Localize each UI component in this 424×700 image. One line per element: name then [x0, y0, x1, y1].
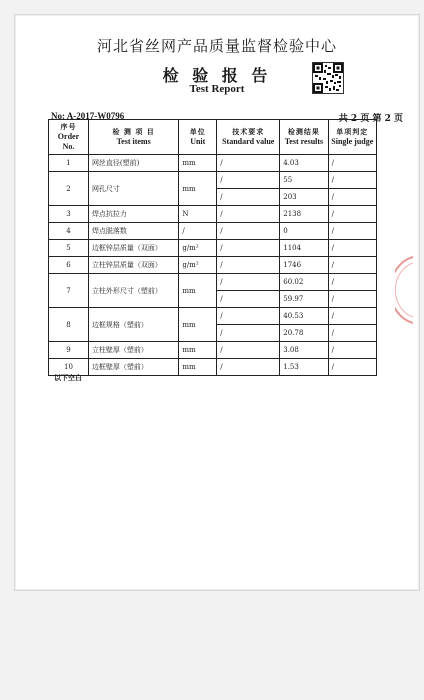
standard-value-cell: /: [217, 308, 280, 325]
single-judge-cell: /: [328, 308, 376, 325]
column-header-results: 检测结果 Test results: [280, 120, 328, 155]
end-of-report-note: 以下空白: [54, 373, 82, 382]
test-result-cell: 1104: [280, 240, 328, 257]
table-row: [49, 359, 377, 376]
single-judge-cell: /: [328, 342, 376, 359]
order-number-cell: 5: [49, 240, 89, 257]
test-item-cell: 网孔尺寸: [88, 172, 178, 206]
order-number-cell: 6: [49, 257, 89, 274]
column-header-order: 序号 Order No.: [49, 120, 89, 155]
test-item-cell: 焊点抗拉力: [88, 206, 178, 223]
test-result-cell: 20.78: [280, 325, 328, 342]
single-judge-cell: /: [328, 257, 376, 274]
order-number-cell: 8: [49, 308, 89, 342]
column-header-test-items: 检 测 项 目 Test items: [88, 120, 178, 155]
column-header-unit: 单位 Unit: [179, 120, 217, 155]
order-number-cell: 3: [49, 206, 89, 223]
test-result-cell: 59.97: [280, 291, 328, 308]
single-judge-cell: /: [328, 240, 376, 257]
test-result-cell: 203: [280, 189, 328, 206]
table-row: [49, 240, 377, 257]
unit-cell: mm: [179, 155, 217, 172]
page-indicator: 共 2 页 第 2 页: [338, 114, 403, 124]
unit-cell: mm: [179, 359, 217, 376]
report-page: [14, 14, 420, 591]
test-result-cell: 4.03: [280, 155, 328, 172]
document-number: No: A-2017-W0796: [51, 111, 125, 121]
single-judge-cell: /: [328, 291, 376, 308]
test-result-cell: 55: [280, 172, 328, 189]
report-title-en: Test Report: [189, 83, 245, 95]
test-item-cell: 立柱锌层质量（双面）: [88, 257, 178, 274]
standard-value-cell: /: [217, 206, 280, 223]
test-item-cell: 边框规格（塑前）: [88, 308, 178, 342]
standard-value-cell: /: [217, 223, 280, 240]
results-table: [48, 119, 377, 376]
order-number-cell: 1: [49, 155, 89, 172]
standard-value-cell: /: [217, 257, 280, 274]
order-number-cell: 7: [49, 274, 89, 308]
test-result-cell: 2138: [280, 206, 328, 223]
table-row: [49, 206, 377, 223]
order-number-cell: 4: [49, 223, 89, 240]
standard-value-cell: /: [217, 291, 280, 308]
table-row: [49, 308, 377, 325]
order-number-cell: 10: [49, 359, 89, 376]
test-item-cell: 边框锌层质量（双面）: [88, 240, 178, 257]
order-number-cell: 2: [49, 172, 89, 206]
standard-value-cell: /: [217, 189, 280, 206]
qr-code-icon: [312, 62, 344, 94]
single-judge-cell: /: [328, 206, 376, 223]
test-result-cell: 3.08: [280, 342, 328, 359]
single-judge-cell: /: [328, 325, 376, 342]
column-header-judge: 单项判定 Single judge: [328, 120, 376, 155]
unit-cell: g/m²: [179, 257, 217, 274]
standard-value-cell: /: [217, 172, 280, 189]
unit-cell: mm: [179, 172, 217, 206]
test-result-cell: 1746: [280, 257, 328, 274]
standard-value-cell: /: [217, 342, 280, 359]
test-item-cell: 焊点脱落数: [88, 223, 178, 240]
standard-value-cell: /: [217, 325, 280, 342]
table-row: [49, 172, 377, 189]
single-judge-cell: /: [328, 189, 376, 206]
table-row: [49, 257, 377, 274]
test-item-cell: 立柱外形尺寸（塑前）: [88, 274, 178, 308]
order-number-cell: 9: [49, 342, 89, 359]
unit-cell: mm: [179, 274, 217, 308]
unit-cell: g/m²: [179, 240, 217, 257]
test-result-cell: 40.53: [280, 308, 328, 325]
report-title-cn: 检 验 报 告: [162, 66, 272, 85]
single-judge-cell: /: [328, 155, 376, 172]
test-result-cell: 1.53: [280, 359, 328, 376]
standard-value-cell: /: [217, 274, 280, 291]
table-row: [49, 274, 377, 291]
table-row: [49, 342, 377, 359]
standard-value-cell: /: [217, 240, 280, 257]
single-judge-cell: /: [328, 274, 376, 291]
standard-value-cell: /: [217, 155, 280, 172]
table-row: [49, 155, 377, 172]
test-result-cell: 0: [280, 223, 328, 240]
unit-cell: mm: [179, 342, 217, 359]
test-item-cell: 立柱壁厚（塑前）: [88, 342, 178, 359]
column-header-standard: 技术要求 Standard value: [217, 120, 280, 155]
unit-cell: mm: [179, 308, 217, 342]
organization-name: 河北省丝网产品质量监督检验中心: [96, 37, 337, 55]
red-seal-stamp-icon: [395, 255, 413, 325]
test-item-cell: 网丝直径(塑前): [88, 155, 178, 172]
unit-cell: /: [179, 223, 217, 240]
test-result-cell: 60.02: [280, 274, 328, 291]
single-judge-cell: /: [328, 172, 376, 189]
standard-value-cell: /: [217, 359, 280, 376]
test-item-cell: 边框壁厚（塑前）: [88, 359, 178, 376]
table-header-row: [49, 120, 377, 155]
unit-cell: N: [179, 206, 217, 223]
table-row: [49, 223, 377, 240]
single-judge-cell: /: [328, 359, 376, 376]
single-judge-cell: /: [328, 223, 376, 240]
